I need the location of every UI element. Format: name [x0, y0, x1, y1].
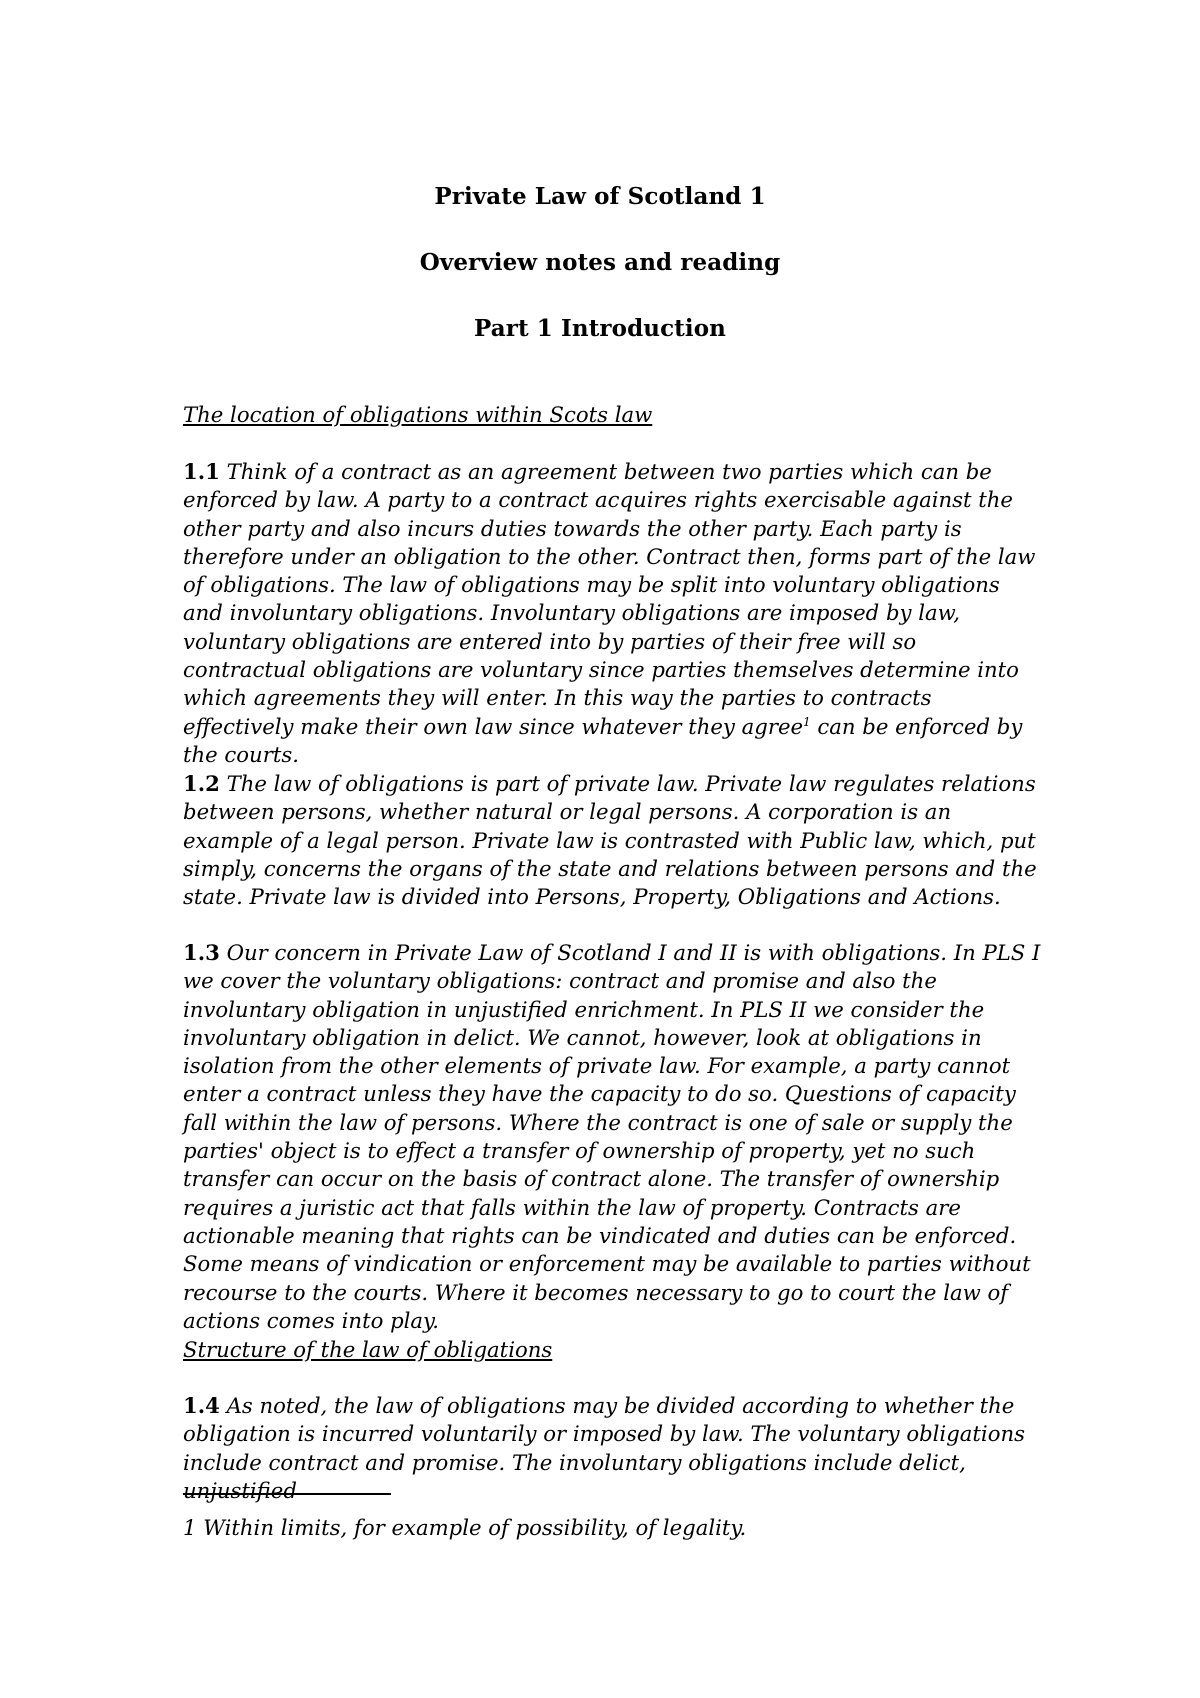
paragraph-text-continued: can be enforced by the courts.: [183, 713, 1023, 767]
part-heading: Part 1 Introduction: [473, 315, 727, 342]
paragraph-1-4: [183, 1392, 1043, 1505]
paragraph-number: 1.1: [183, 459, 220, 484]
paragraph-1-2: [183, 770, 1043, 911]
paragraph-1-3: [183, 939, 1043, 1335]
section-title-location: The location of obligations within Scots law: [183, 402, 653, 427]
paragraph-number: 1.3: [183, 940, 220, 965]
paragraph-text: The law of obligations is part of private law. Private law regulates relations between persons, whether natural or legal persons. A corporation is an example of a legal person. Private law is contrasted with Public law, which, put simply, concerns the organs of the state and relations between persons and the state. Private law is divided into Persons, Property, Obligations and Actions.: [183, 771, 1037, 910]
paragraph-number: 1.4: [183, 1393, 220, 1418]
paragraph-text: As noted, the law of obligations may be divided according to whether the obligation is incurred voluntarily or imposed by law. The voluntary obligations include contract and promise. The involuntary obligations include delict, unjustified: [183, 1393, 1025, 1503]
paragraph-number: 1.2: [183, 771, 220, 796]
paragraph-text: Think of a contract as an agreement between two parties which can be enforced by law. A party to a contract acquires rights exercisable against the other party and also incurs duties towards the other party. Each party is therefore under an obligation to the other. Contract then, forms part of the law of obligations. The law of obligations may be split into voluntary obligations and involuntary obligations. Involuntary obligations are imposed by law, voluntary obligations are entered into by parties of their free will so contractual obligations are voluntary since parties themselves determine into which agreements they will enter. In this way the parties to contracts effectively make their own law since whatever they agree: [183, 459, 1036, 739]
footnote: 1 Within limits, for example of possibility, of legality.: [183, 1515, 747, 1540]
footnote-reference: 1: [803, 714, 811, 729]
document-title: Private Law of Scotland 1: [434, 183, 766, 210]
paragraph-1-1: [183, 458, 1043, 769]
paragraph-text: Our concern in Private Law of Scotland I and II is with obligations. In PLS I we cover the voluntary obligations: contract and promise and also the involuntary obligation in unjustified enrichment. In PLS II we consider the involuntary obligation in delict. We cannot, however, look at obligations in isolation from the other elements of private law. For example, a party cannot enter a contract unless they have the capacity to do so. Questions of capacity fall within the law of persons. Where the contract is one of sale or supply the parties' object is to effect a transfer of ownership of property, yet no such transfer can occur on the basis of contract alone. The transfer of ownership requires a juristic act that falls within the law of property. Contracts are actionable meaning that rights can be vindicated and duties can be enforced. Some means of vindication or enforcement may be available to parties without recourse to the courts. Where it becomes necessary to go to court the law of actions comes into play.: [183, 940, 1041, 1333]
section-title-structure: Structure of the law of obligations: [183, 1337, 553, 1362]
footnote-separator: [183, 1493, 391, 1495]
document-subtitle: Overview notes and reading: [419, 249, 781, 276]
